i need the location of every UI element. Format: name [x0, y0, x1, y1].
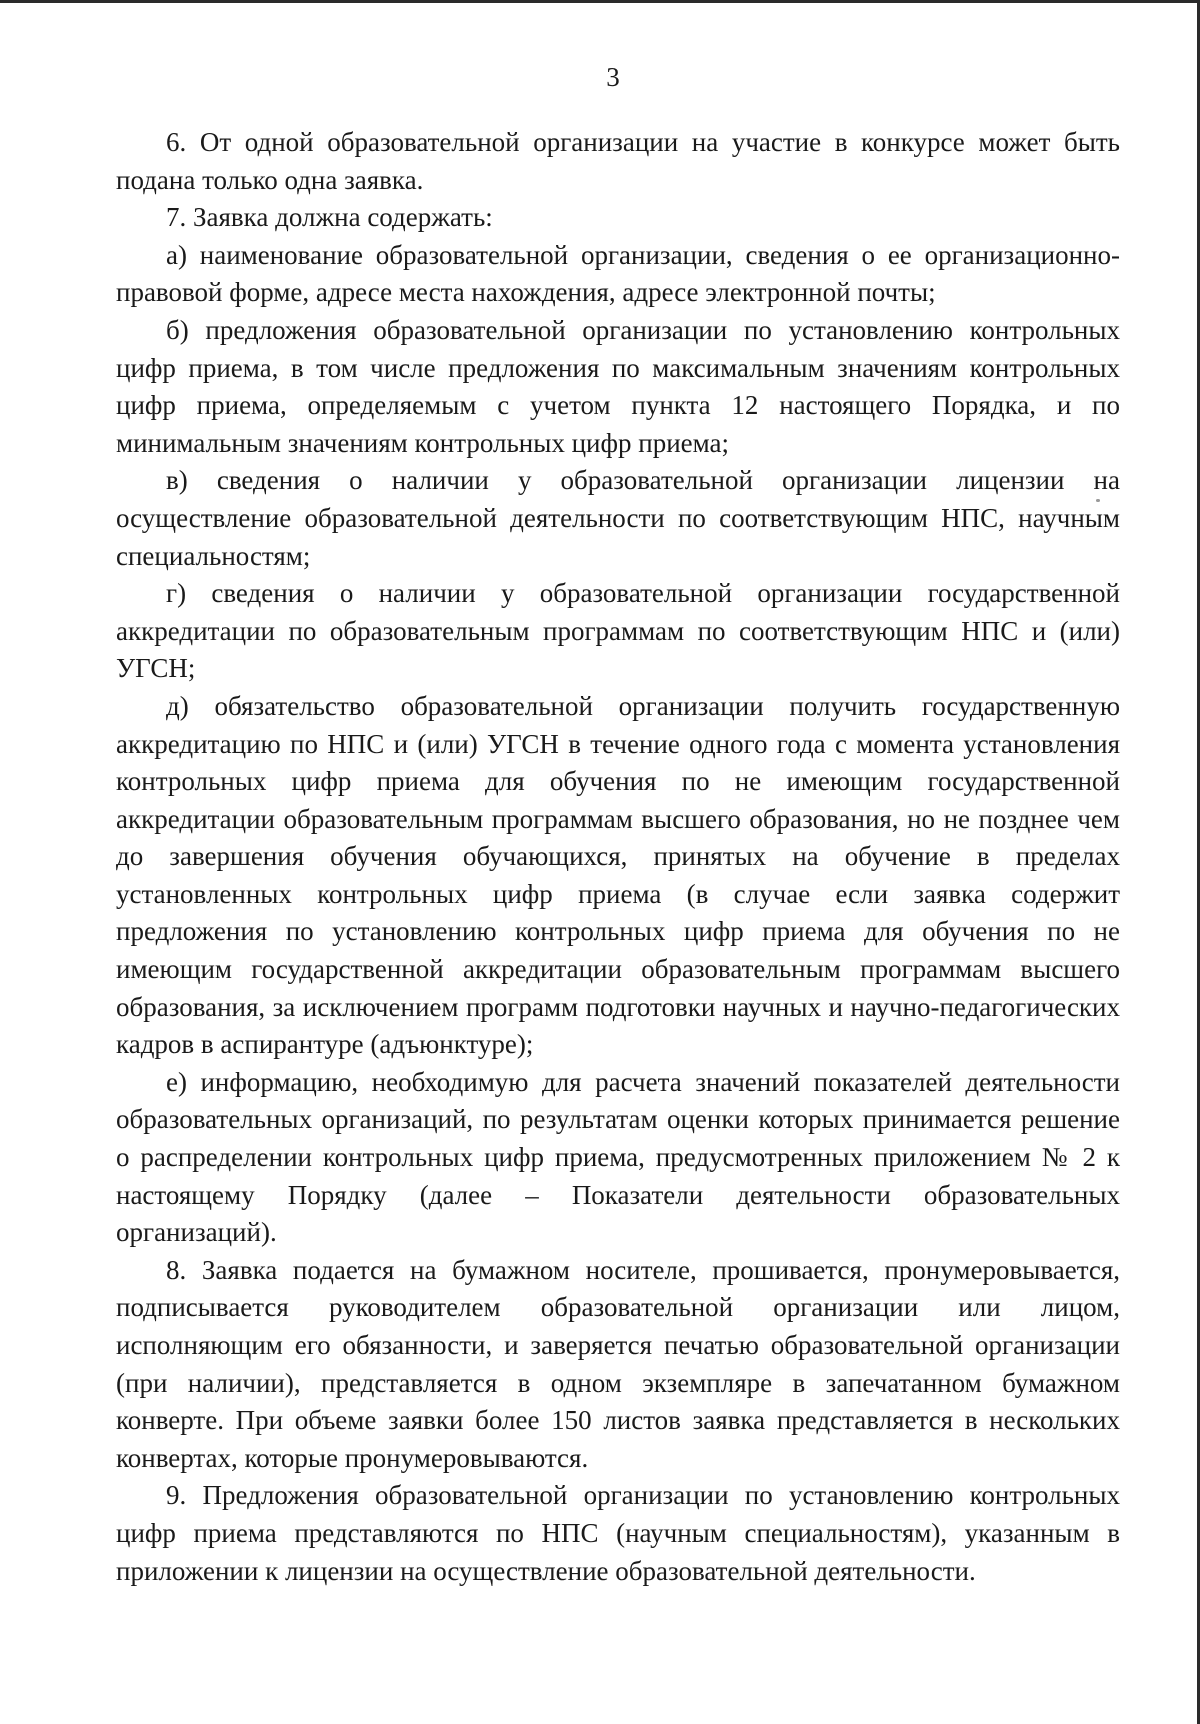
paragraph-7b: б) предложения образовательной организации по установлению контрольных цифр приема, в том числе предложения по максимальным значениям контрольных цифр приема, определяемым с учетом пункта 12 настоящего Порядка, и по минимальным значениям контрольных цифр приема; [116, 314, 1120, 458]
page-number: 3 [606, 62, 620, 92]
document-body [116, 124, 1120, 1590]
scan-border-top [0, 0, 1200, 3]
paragraph-7d: д) обязательство образовательной организации получить государственную аккредитацию по НПС и (или) УГСН в течение одного года с момента установления контрольных цифр приема для обучения по не имеющим государственной аккредитации образовательным программам высшего образования, но не позднее чем до завершения обучения обучающихся, принятых на обучение в пределах установленных контрольных цифр приема (в случае если заявка содержит предложения по установлению контрольных цифр приема для обучения по не имеющим государственной аккредитации образовательным программам высшего образования, за исключением программ подготовки научных и научно-педагогических кадров в аспирантуре (адъюнктуре); [116, 690, 1120, 1060]
paragraph-7g: г) сведения о наличии у образовательной организации государственной аккредитации по образовательным программам по соответствующим НПС и (или) УГСН; [116, 578, 1120, 684]
paragraph-9: 9. Предложения образовательной организации по установлению контрольных цифр приема представляются по НПС (научным специальностям), указанным в приложении к лицензии на осуществление образовательной деятельности. [116, 1480, 1120, 1586]
paragraph-7e: е) информацию, необходимую для расчета значений показателей деятельности образовательных организаций, по результатам оценки которых принимается решение о распределении контрольных цифр приема, предусмотренных приложением № 2 к настоящему Порядку (далее – Показатели деятельности образовательных организаций). [116, 1066, 1120, 1248]
paragraph-6: 6. От одной образовательной организации на участие в конкурсе может быть подана только одна заявка. [116, 127, 1120, 195]
paragraph-7: 7. Заявка должна содержать: [166, 202, 493, 233]
paragraph-8: 8. Заявка подается на бумажном носителе, прошивается, пронумеровывается, подписывается руководителем образовательной организации или лицом, исполняющим его обязанности, и заверяется печатью образовательной организации (при наличии), представляется в одном экземпляре в запечатанном бумажном конверте. При объеме заявки более 150 листов заявка представляется в нескольких конвертах, которые пронумеровываются. [116, 1254, 1120, 1473]
paragraph-7v: в) сведения о наличии у образовательной организации лицензии на осуществление образовательной деятельности по соответствующим НПС, научным специальностям; [116, 465, 1120, 571]
paragraph-7a: а) наименование образовательной организации, сведения о ее организационно-правовой форме, адресе места нахождения, адресе электронной почты; [116, 239, 1120, 308]
